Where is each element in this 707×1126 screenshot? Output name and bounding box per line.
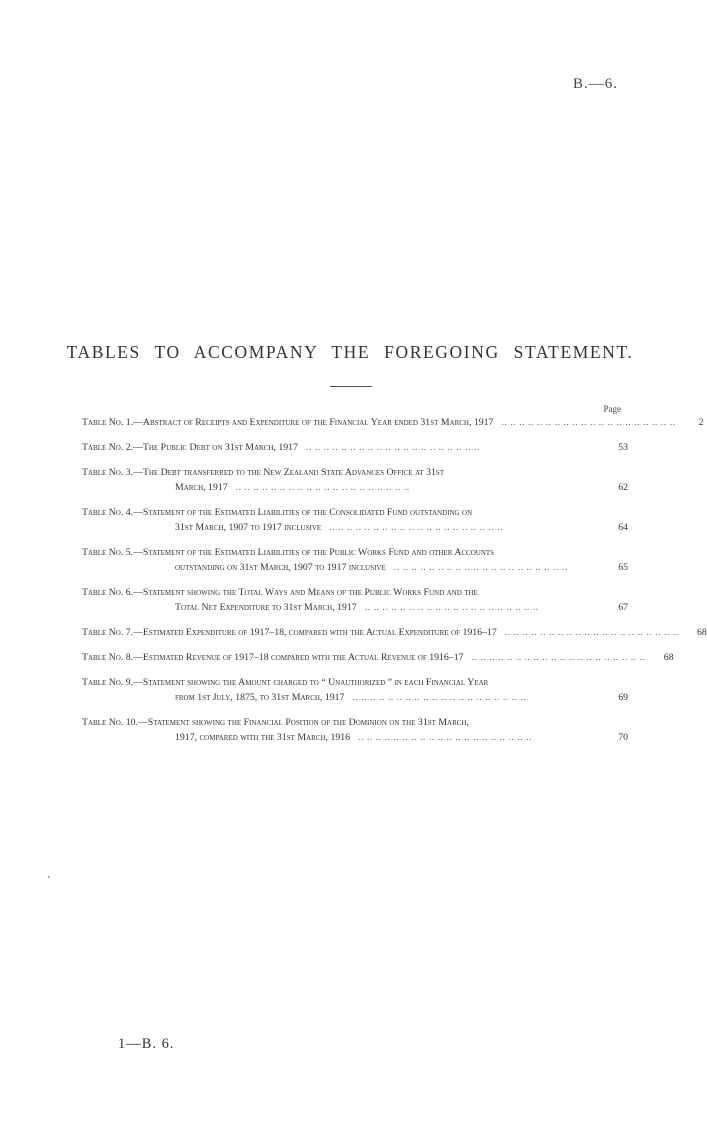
contents-entry — [82, 545, 628, 575]
contents-entry — [82, 465, 628, 495]
leader-dots: .. .. .. .. .. .. .. .. .. .. .. .. .. .. .. .. .. .. .. .. — [329, 522, 504, 533]
contents-entry — [82, 505, 628, 535]
entry-text: Table No. 10.—Statement showing the Financial Position of the Dominion on the 31st March, — [82, 717, 469, 728]
contents-entry — [82, 715, 628, 745]
entry-page-number: 53 — [618, 442, 628, 453]
entry-line — [82, 675, 628, 690]
contents-entry — [82, 650, 674, 665]
entry-page-number: 65 — [618, 562, 628, 573]
sheet-mark: 1—B. 6. — [118, 1036, 175, 1052]
entry-line — [82, 545, 628, 560]
leader-dots: .. .. .. .. .. .. .. .. .. .. .. .. .. .. .. .. .. .. .. .. — [504, 627, 679, 638]
speck — [48, 876, 50, 878]
entry-text: 31st March, 1907 to 1917 inclusive — [175, 522, 322, 533]
entry-text: Table No. 4.—Statement of the Estimated Liabilities of the Consolidated Fund outstanding on — [82, 507, 473, 518]
entry-text: 1917, compared with the 31st March, 1916 — [175, 732, 351, 743]
page-column-label: Page — [603, 404, 621, 414]
entry-line — [82, 440, 628, 455]
leader-dots: .. .. .. .. .. .. .. .. .. .. .. .. .. .. .. .. .. .. .. .. — [364, 602, 539, 613]
leader-dots: .. .. .. .. .. .. .. .. .. .. .. .. .. .. .. .. .. .. .. .. — [471, 652, 646, 663]
entry-page-number: 67 — [618, 602, 628, 613]
entry-line — [82, 625, 707, 640]
leader-dots: .. .. .. .. .. .. .. .. .. .. .. .. .. .. .. .. .. .. .. .. — [393, 562, 568, 573]
page-ref: B.—6. — [572, 76, 618, 92]
leader-dots: .. .. .. .. .. .. .. .. .. .. .. .. .. .. .. .. .. .. .. .. — [501, 417, 676, 428]
entry-page-number: 62 — [618, 482, 628, 493]
entry-text: Table No. 7.—Estimated Expenditure of 1917–18, compared with the Actual Expenditure of 1916–17 — [82, 627, 497, 638]
entry-line — [82, 480, 628, 495]
entry-line — [82, 585, 628, 600]
contents-entry — [82, 440, 628, 455]
entry-page-number: 68 — [663, 652, 674, 663]
entry-line — [82, 560, 628, 575]
entry-text: Table No. 5.—Statement of the Estimated Liabilities of the Public Works Fund and other Accounts — [82, 547, 495, 558]
entry-page-number: 2 — [698, 417, 704, 428]
document-title: TABLES TO ACCOMPANY THE FOREGOING STATEMENT. — [66, 342, 634, 362]
title-rule — [330, 386, 372, 387]
entry-text: Table No. 6.—Statement showing the Total Ways and Means of the Public Works Fund and the — [82, 587, 478, 598]
entry-text: Table No. 3.—The Debt transferred to the New Zealand State Advances Office at 31st — [82, 467, 445, 478]
entry-page-number: 70 — [618, 732, 628, 743]
entry-line — [82, 415, 704, 430]
entry-page-number: 68 — [696, 627, 707, 638]
entry-line — [82, 465, 628, 480]
entry-line — [82, 690, 628, 705]
entry-line — [82, 650, 674, 665]
leader-dots: .. .. .. .. .. .. .. .. .. .. .. .. .. .. .. .. .. .. .. .. — [305, 442, 480, 453]
entry-line — [82, 520, 628, 535]
contents-entry — [82, 625, 707, 640]
entry-text: Table No. 2.—The Public Debt on 31st March, 1917 — [82, 442, 298, 453]
leader-dots: .. .. .. .. .. .. .. .. .. .. .. .. .. .. .. .. .. .. .. .. — [352, 692, 527, 703]
entry-line — [82, 715, 628, 730]
contents-entry — [82, 675, 628, 705]
entry-line — [82, 730, 628, 745]
entry-text: March, 1917 — [175, 482, 228, 493]
entry-text: Table No. 1.—Abstract of Receipts and Expenditure of the Financial Year ended 31st March, 1917 — [82, 417, 494, 428]
entry-text: from 1st July, 1875, to 31st March, 1917 — [175, 692, 345, 703]
entry-page-number: 64 — [618, 522, 628, 533]
entry-text: Total Net Expenditure to 31st March, 1917 — [175, 602, 357, 613]
entry-line — [82, 505, 628, 520]
contents-list — [82, 415, 707, 755]
entry-page-number: 69 — [618, 692, 628, 703]
contents-entry — [82, 415, 704, 430]
entry-text: outstanding on 31st March, 1907 to 1917 inclusive — [175, 562, 386, 573]
leader-dots: .. .. .. .. .. .. .. .. .. .. .. .. .. .. .. .. .. .. .. .. — [358, 732, 533, 743]
leader-dots: .. .. .. .. .. .. .. .. .. .. .. .. .. .. .. .. .. .. .. .. — [235, 482, 410, 493]
entry-text: Table No. 9.—Statement showing the Amount charged to “ Unauthorized ” in each Financial Year — [82, 677, 489, 688]
entry-line — [82, 600, 628, 615]
entry-text: Table No. 8.—Estimated Revenue of 1917–18 compared with the Actual Revenue of 1916–17 — [82, 652, 464, 663]
contents-entry — [82, 585, 628, 615]
